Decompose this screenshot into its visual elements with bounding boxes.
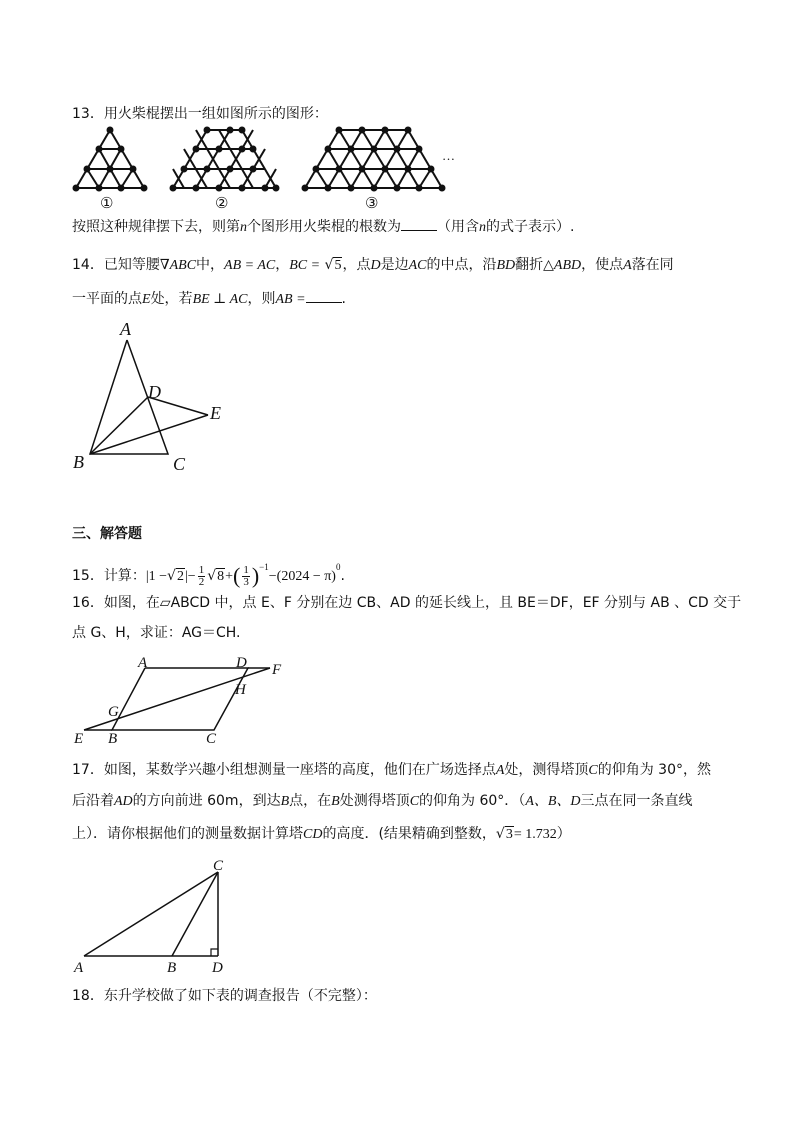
- q15-expression: 15．计算：|1 −√2|− $\frac{1}{2}$ √8+( $\frac{1}{3}$ )$^{-1}-(2024 - \pi)^0$.: [72, 562, 345, 588]
- label-D: D: [148, 382, 161, 402]
- fraction-third: $\frac{1}{3}$: [243, 563, 249, 588]
- q13-question: 按照这种规律摆下去，则第n个图形用火柴棍的根数为 （用含n的式子表示）.: [72, 216, 574, 238]
- q13-text: 用火柴棍摆出一组如图所示的图形：: [103, 106, 328, 122]
- label-A: A: [120, 319, 131, 339]
- label-E: E: [74, 731, 84, 747]
- q14-triangle-figure: [70, 318, 250, 478]
- q13-matchstick-figures: [70, 126, 470, 216]
- label-B: B: [73, 452, 84, 472]
- q18-prompt: 18．东升学校做了如下表的调查报告（不完整）：: [72, 988, 377, 1004]
- figure-label-1: ①: [100, 196, 114, 212]
- label-C: C: [213, 858, 224, 874]
- figure-3: [303, 128, 445, 191]
- q16-parallelogram-figure: [72, 652, 302, 747]
- figure-label-3: ③: [365, 196, 379, 212]
- figure-label-2: ②: [215, 196, 229, 212]
- answer-blank[interactable]: [401, 216, 437, 231]
- label-B: B: [108, 731, 118, 747]
- section-heading: 三、解答题: [72, 526, 142, 542]
- label-D: D: [212, 960, 223, 976]
- q14-line1: 14．已知等腰∇ABC中，AB = AC，BC = √5，点D是边AC的中点，沿BD翻折△ABD，使点A落在同: [72, 257, 674, 273]
- question-number: 13．: [72, 106, 104, 122]
- label-H: H: [235, 682, 246, 698]
- label-A: A: [138, 655, 148, 671]
- figure-2: [171, 128, 279, 191]
- q16-line1: 16．如图，在▱ABCD 中，点 E、F 分别在边 CB、AD 的延长线上，且 BE＝DF，EF 分别与 AB 、CD 交于: [72, 595, 742, 611]
- label-B: B: [167, 960, 177, 976]
- q13-prompt: [72, 104, 328, 124]
- q17-line1: 17．如图，某数学兴趣小组想测量一座塔的高度，他们在广场选择点A处，测得塔顶C的仰角为 30°，然: [72, 762, 711, 778]
- q17-line2: 后沿着AD的方向前进 60m，到达B点，在B处测得塔顶C的仰角为 60°．（A、B、D三点在同一条直线: [72, 793, 693, 809]
- label-C: C: [206, 731, 217, 747]
- ellipsis: …: [442, 148, 455, 163]
- q17-line3: 上）．请你根据他们的测量数据计算塔CD的高度．(结果精确到整数，√3= 1.732）: [72, 826, 571, 842]
- figure-1: [74, 128, 147, 191]
- q14-line2: 一平面的点E处，若BE ⊥ AC，则AB = .: [72, 288, 346, 310]
- label-G: G: [108, 704, 119, 720]
- label-C: C: [173, 454, 186, 474]
- q16-line2: 点 G、H，求证：AG＝CH.: [72, 625, 241, 641]
- answer-blank[interactable]: [306, 288, 342, 303]
- label-E: E: [210, 403, 221, 423]
- q17-tower-figure: [72, 858, 252, 978]
- fraction-half: $\frac{1}{2}$: [198, 563, 205, 588]
- label-D: D: [236, 655, 247, 671]
- label-F: F: [272, 662, 282, 678]
- label-A: A: [74, 960, 84, 976]
